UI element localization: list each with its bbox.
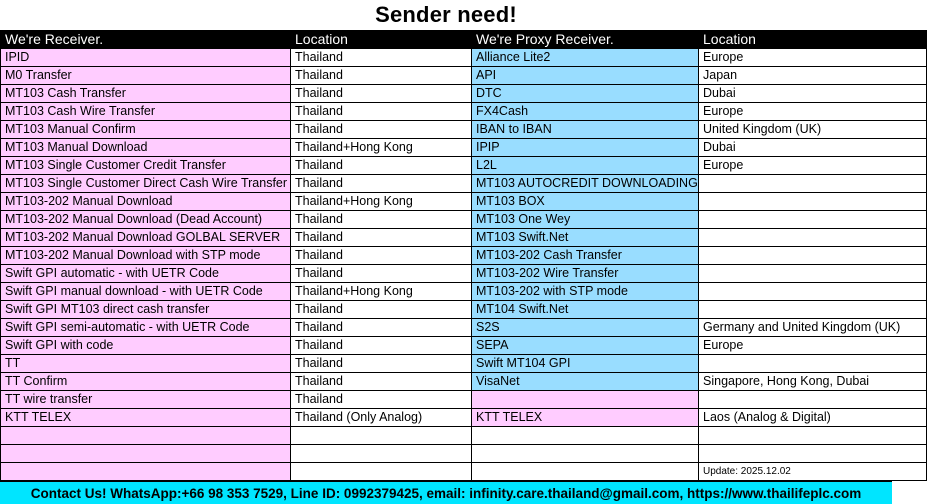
cell-receiver-location: Thailand [291,265,472,283]
table-row [1,445,927,463]
table-row [1,283,927,301]
cell-proxy-location [699,265,927,283]
cell-receiver-location: Thailand [291,67,472,85]
cell-receiver: MT103 Cash Transfer [1,85,291,103]
cell-proxy-location: Laos (Analog & Digital) [699,409,927,427]
cell-receiver: MT103 Single Customer Credit Transfer [1,157,291,175]
cell-receiver-location: Thailand [291,301,472,319]
table-row [1,265,927,283]
cell-proxy-receiver: IPIP [472,139,699,157]
cell-receiver: IPID [1,49,291,67]
cell-proxy-receiver [472,391,699,409]
cell-proxy-location [699,247,927,265]
cell-proxy-location: Dubai [699,139,927,157]
table-row [1,301,927,319]
cell-receiver-location: Thailand [291,319,472,337]
cell-receiver: MT103 Manual Download [1,139,291,157]
header-proxy-receiver: We're Proxy Receiver. [472,31,699,49]
cell-receiver-location: Thailand [291,175,472,193]
cell-proxy-location [699,391,927,409]
cell-proxy-receiver: Swift MT104 GPI [472,355,699,373]
cell-receiver [1,463,291,481]
cell-receiver: Swift GPI with code [1,337,291,355]
cell-receiver-location: Thailand [291,211,472,229]
table-body [1,49,927,481]
cell-proxy-receiver: VisaNet [472,373,699,391]
cell-receiver-location: Thailand [291,337,472,355]
cell-proxy-receiver: MT103-202 Cash Transfer [472,247,699,265]
cell-receiver-location: Thailand [291,121,472,139]
table-row [1,121,927,139]
cell-receiver: Swift GPI MT103 direct cash transfer [1,301,291,319]
cell-proxy-receiver [472,427,699,445]
cell-proxy-receiver: MT103 AUTOCREDIT DOWNLOADING [472,175,699,193]
table-row [1,319,927,337]
header-row [1,31,927,49]
cell-receiver: Swift GPI manual download - with UETR Code [1,283,291,301]
contact-footer [0,481,892,504]
cell-proxy-location: Europe [699,103,927,121]
cell-proxy-location [699,283,927,301]
cell-receiver-location: Thailand [291,229,472,247]
table-header [1,31,927,49]
cell-receiver-location: Thailand [291,247,472,265]
cell-receiver-location [291,427,472,445]
cell-proxy-receiver: MT103 Swift.Net [472,229,699,247]
header-receiver-location: Location [291,31,472,49]
cell-proxy-location: Japan [699,67,927,85]
table-row [1,337,927,355]
cell-proxy-receiver: MT103 One Wey [472,211,699,229]
cell-proxy-receiver [472,463,699,481]
table-row [1,355,927,373]
cell-proxy-location [699,193,927,211]
table-row [1,49,927,67]
cell-proxy-receiver: MT103-202 Wire Transfer [472,265,699,283]
cell-proxy-location: Europe [699,157,927,175]
cell-receiver: Swift GPI automatic - with UETR Code [1,265,291,283]
cell-receiver [1,427,291,445]
cell-proxy-receiver: API [472,67,699,85]
cell-receiver-location: Thailand (Only Analog) [291,409,472,427]
cell-receiver: MT103 Single Customer Direct Cash Wire Transfer [1,175,291,193]
cell-proxy-receiver: KTT TELEX [472,409,699,427]
cell-proxy-location: Europe [699,337,927,355]
header-receiver: We're Receiver. [1,31,291,49]
cell-proxy-location [699,175,927,193]
table-row [1,409,927,427]
cell-receiver: TT Confirm [1,373,291,391]
cell-proxy-receiver: L2L [472,157,699,175]
update-timestamp: Update: 2025.12.02 [699,463,927,481]
table-row [1,229,927,247]
table-row [1,193,927,211]
cell-receiver-location [291,463,472,481]
cell-proxy-location: Germany and United Kingdom (UK) [699,319,927,337]
cell-proxy-receiver: SEPA [472,337,699,355]
cell-receiver: TT [1,355,291,373]
cell-proxy-location: Singapore, Hong Kong, Dubai [699,373,927,391]
table-row [1,247,927,265]
cell-proxy-location [699,445,927,463]
cell-proxy-location: United Kingdom (UK) [699,121,927,139]
cell-receiver: TT wire transfer [1,391,291,409]
table-row [1,103,927,121]
services-table [0,30,927,481]
cell-proxy-location [699,427,927,445]
cell-receiver: MT103-202 Manual Download with STP mode [1,247,291,265]
cell-proxy-receiver: S2S [472,319,699,337]
cell-proxy-receiver: MT103 BOX [472,193,699,211]
cell-receiver-location: Thailand [291,85,472,103]
cell-proxy-receiver: IBAN to IBAN [472,121,699,139]
table-row [1,373,927,391]
cell-receiver: Swift GPI semi-automatic - with UETR Code [1,319,291,337]
cell-receiver-location: Thailand+Hong Kong [291,193,472,211]
table-row [1,211,927,229]
cell-receiver-location: Thailand [291,157,472,175]
table-row [1,85,927,103]
cell-receiver: M0 Transfer [1,67,291,85]
cell-receiver-location: Thailand+Hong Kong [291,139,472,157]
table-row-update [1,463,927,481]
cell-proxy-location: Dubai [699,85,927,103]
cell-receiver-location: Thailand [291,373,472,391]
table-row [1,391,927,409]
cell-proxy-location [699,355,927,373]
cell-proxy-location [699,301,927,319]
cell-receiver: MT103-202 Manual Download GOLBAL SERVER [1,229,291,247]
cell-proxy-receiver: MT104 Swift.Net [472,301,699,319]
header-proxy-location: Location [699,31,927,49]
contact-footer-text: Contact Us! WhatsApp:+66 98 353 7529, Line ID: 0992379425, email: infinity.care.thailand@gmail.com, https://www.thailifeplc.com [30,485,862,501]
cell-proxy-receiver: FX4Cash [472,103,699,121]
cell-receiver: MT103 Manual Confirm [1,121,291,139]
cell-receiver: KTT TELEX [1,409,291,427]
cell-receiver-location: Thailand [291,391,472,409]
table-row [1,427,927,445]
cell-receiver-location: Thailand [291,103,472,121]
cell-proxy-receiver: Alliance Lite2 [472,49,699,67]
cell-receiver [1,445,291,463]
cell-proxy-receiver [472,445,699,463]
cell-receiver: MT103-202 Manual Download (Dead Account) [1,211,291,229]
table-row [1,67,927,85]
cell-proxy-location [699,229,927,247]
cell-receiver-location: Thailand [291,355,472,373]
cell-proxy-receiver: MT103-202 with STP mode [472,283,699,301]
cell-receiver-location: Thailand [291,49,472,67]
page-title: Sender need! [0,0,892,30]
cell-receiver-location [291,445,472,463]
cell-proxy-receiver: DTC [472,85,699,103]
cell-proxy-location [699,211,927,229]
cell-receiver: MT103 Cash Wire Transfer [1,103,291,121]
table-row [1,157,927,175]
cell-receiver-location: Thailand+Hong Kong [291,283,472,301]
cell-receiver: MT103-202 Manual Download [1,193,291,211]
table-row [1,175,927,193]
cell-proxy-location: Europe [699,49,927,67]
table-row [1,139,927,157]
